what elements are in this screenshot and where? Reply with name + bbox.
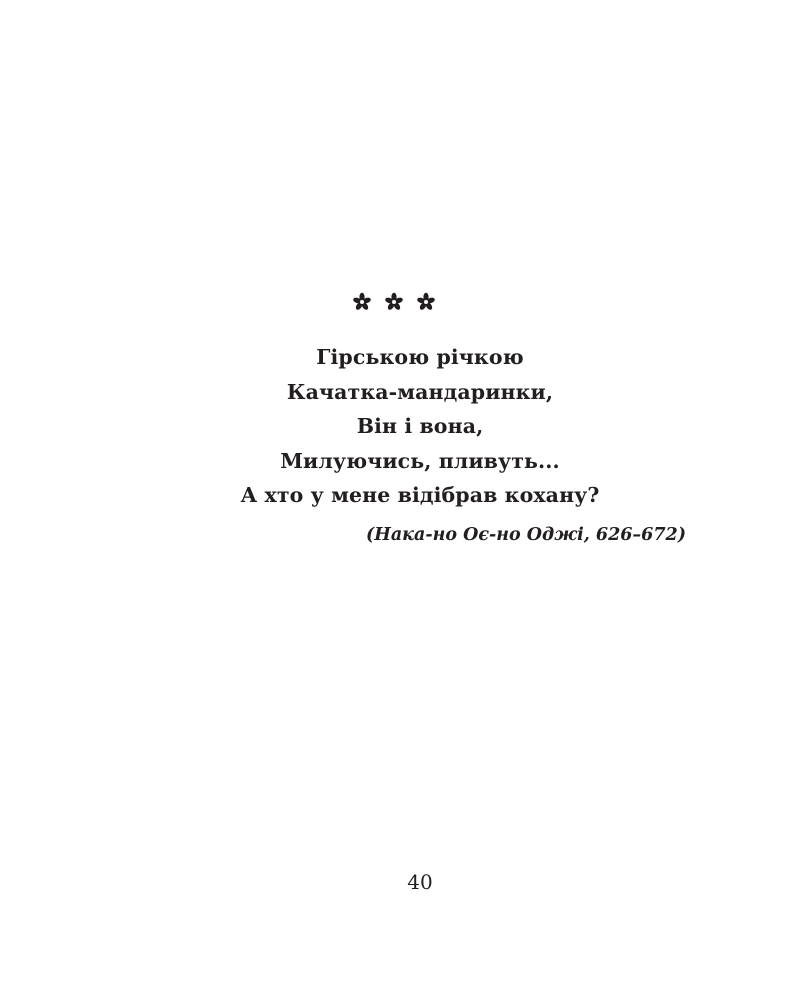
poem-line: Гірською річкою — [316, 345, 524, 369]
flower-ornament-icon — [416, 292, 436, 312]
poem-attribution: (Нака-но Оє-но Оджі, 626–672) — [366, 525, 686, 545]
poem-line: Качатка-мандаринки, — [286, 379, 554, 404]
flower-ornament-icon — [352, 292, 372, 312]
section-divider-ornament — [0, 292, 788, 312]
poem-text — [0, 340, 788, 513]
flower-ornament-icon — [384, 292, 404, 312]
poem-line: Милуючись, пливуть... — [280, 448, 560, 473]
page-number: 40 — [407, 870, 433, 894]
poem-line: Він і вона, — [356, 414, 484, 438]
poem-line: А хто у мене відібрав кохану? — [240, 483, 600, 507]
